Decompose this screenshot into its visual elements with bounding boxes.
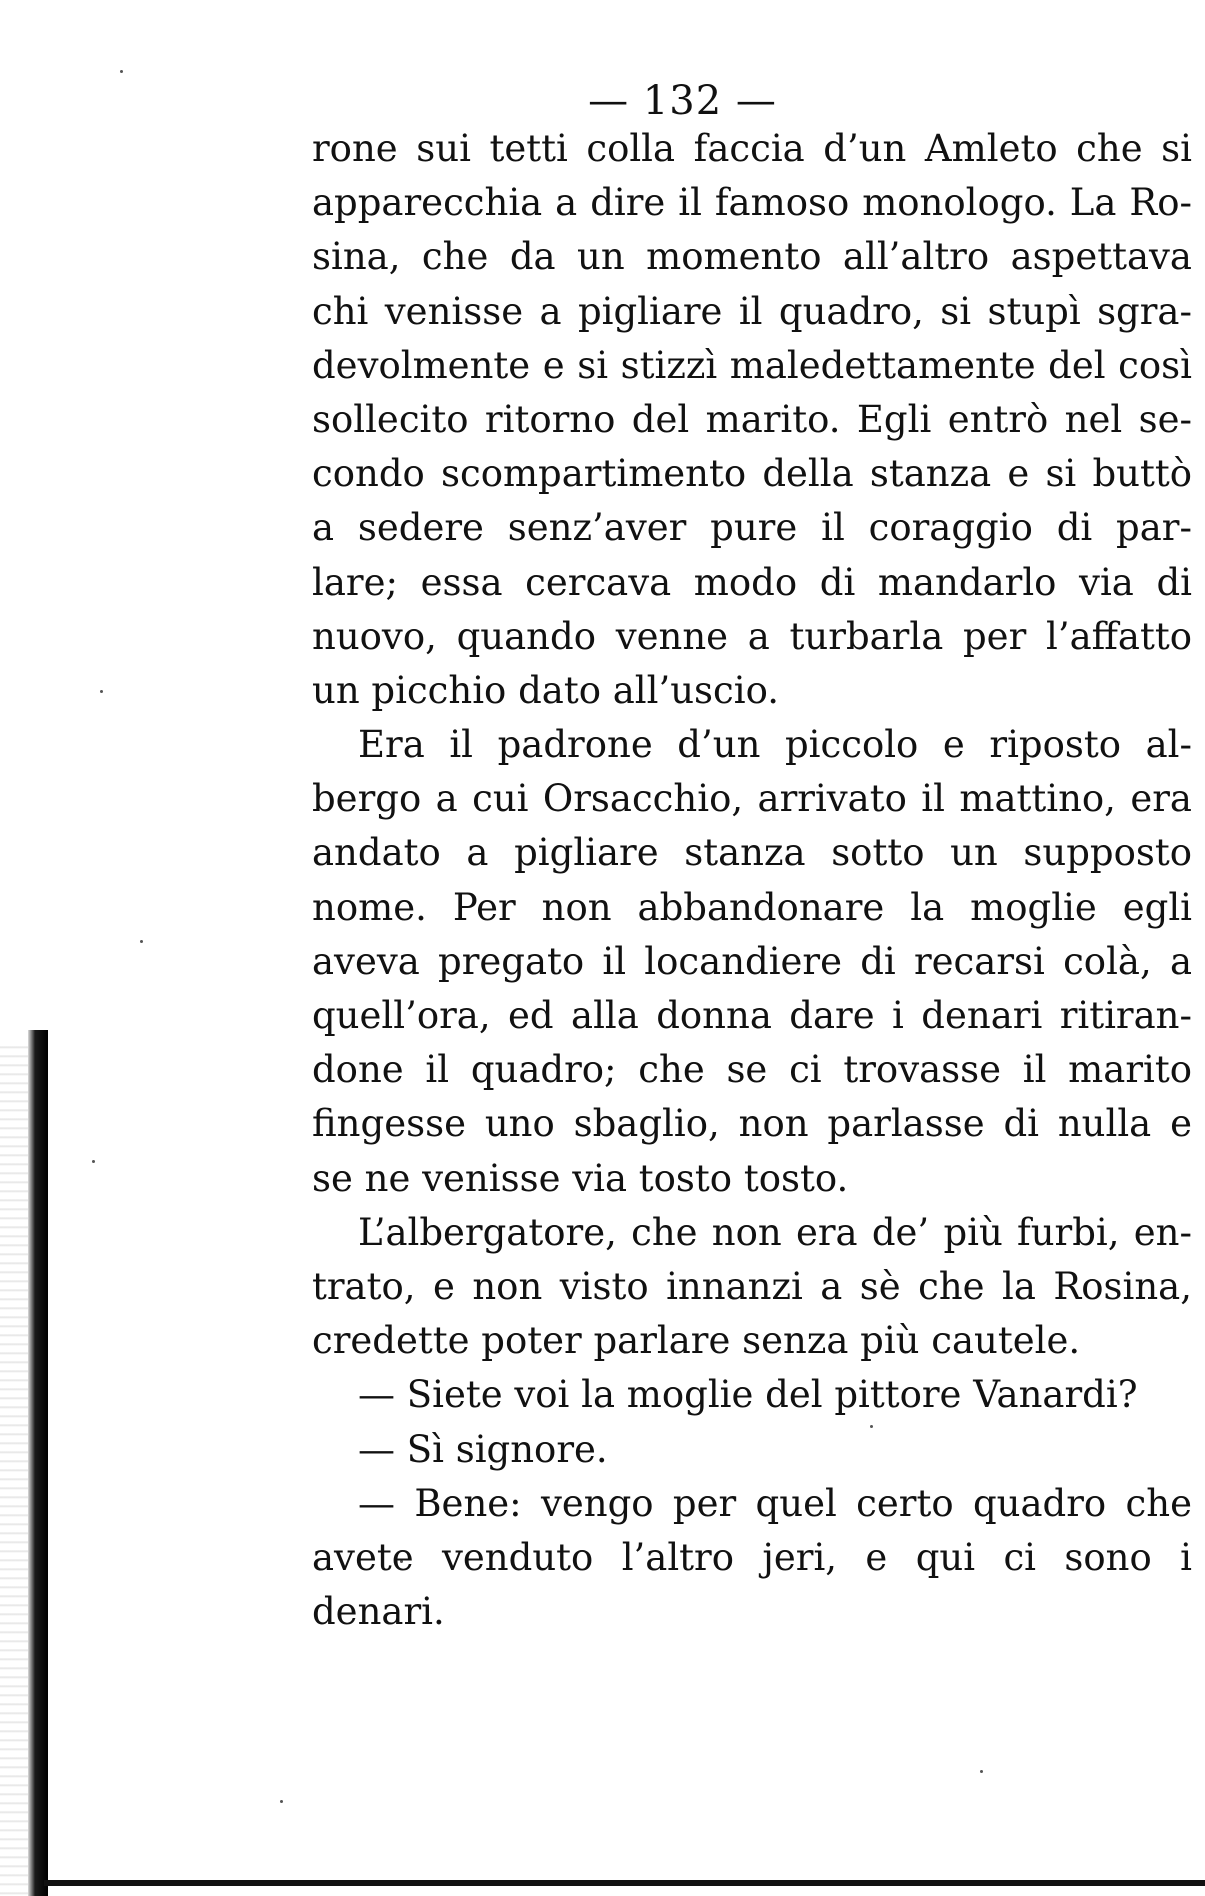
text-line: bergo a cui Orsacchio, arrivato il mattino, era (312, 777, 1192, 821)
text-line: un picchio dato all’uscio. (312, 668, 779, 712)
text-line: sina, che da un momento all’altro aspettava (312, 235, 1192, 279)
page-bottom-edge (44, 1880, 1205, 1886)
text-line: nuovo, quando venne a turbarla per l’affatto (312, 614, 1192, 658)
text-line: nome. Per non abbandonare la moglie egli (312, 885, 1192, 929)
text-line: apparecchia a dire il famoso monologo. La Ro- (312, 181, 1192, 225)
dialogue-line: — Bene: vengo per quel certo quadro che (358, 1481, 1192, 1525)
text-line: condo scompartimento della stanza e si buttò (312, 452, 1192, 496)
text-line: avete venduto l’altro jeri, e qui ci sono i (312, 1535, 1192, 1579)
text-line: se ne venisse via tosto tosto. (312, 1156, 849, 1200)
text-line: done il quadro; che se ci trovasse il marito (312, 1048, 1192, 1092)
text-line: devolmente e si stizzì maledettamente del così (312, 343, 1192, 387)
text-line: chi venisse a pigliare il quadro, si stupì sgra- (312, 289, 1192, 333)
page-number: — 132 — (588, 78, 777, 124)
text-line: L’albergatore, che non era de’ più furbi, en- (358, 1210, 1192, 1254)
text-line: credette poter parlare senza più cautele. (312, 1319, 1081, 1363)
scan-speck (92, 1160, 95, 1163)
scan-speck (280, 1800, 283, 1803)
scan-speck (120, 70, 123, 73)
text-line: a sedere senz’aver pure il coraggio di par- (312, 506, 1192, 550)
text-line: aveva pregato il locandiere di recarsi colà, a (312, 939, 1192, 983)
text-line: quell’ora, ed alla donna dare i denari ritiran- (312, 994, 1192, 1037)
page-binding-shadow (0, 1040, 28, 1896)
text-line: andato a pigliare stanza sotto un supposto (312, 831, 1192, 875)
dialogue-line: — Sì signore. (358, 1427, 608, 1471)
text-line: sollecito ritorno del marito. Egli entrò nel se- (312, 397, 1192, 441)
text-line: trato, e non visto innanzi a sè che la Rosina, (312, 1264, 1192, 1308)
page-binding-edge (28, 1030, 48, 1896)
dialogue-line: — Siete voi la moglie del pittore Vanardi? (358, 1373, 1138, 1417)
text-line: rone sui tetti colla faccia d’un Amleto che si (312, 127, 1192, 170)
text-line: lare; essa cercava modo di mandarlo via di (312, 560, 1192, 604)
scan-speck (980, 1770, 983, 1773)
body-text (312, 122, 1192, 1639)
scan-speck (100, 690, 103, 693)
scan-speck (140, 940, 143, 943)
text-line: denari. (312, 1590, 445, 1634)
text-line: fingesse uno sbaglio, non parlasse di nulla e (312, 1102, 1192, 1146)
text-line: Era il padrone d’un piccolo e riposto al- (358, 723, 1192, 767)
